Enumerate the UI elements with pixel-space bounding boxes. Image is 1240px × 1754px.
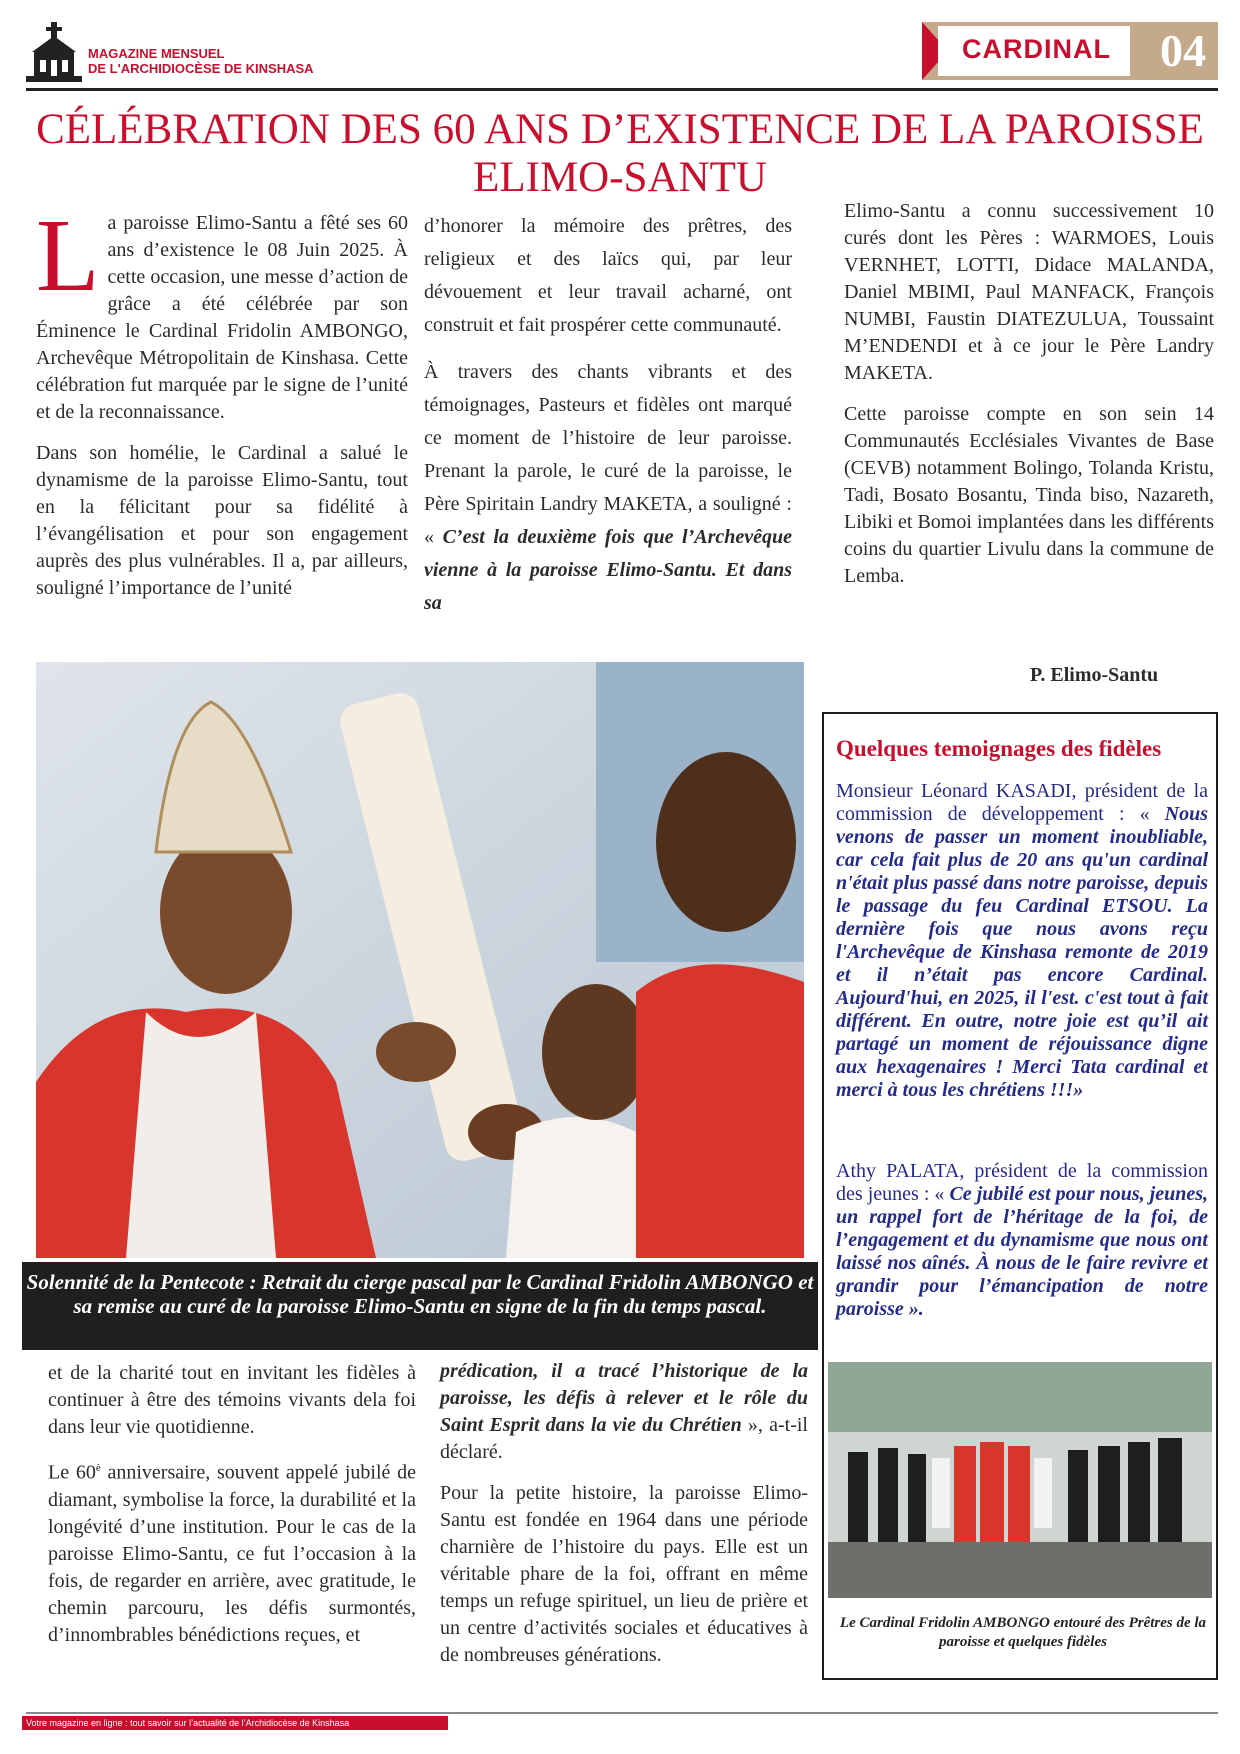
drop-cap: L (36, 198, 100, 313)
jubilee-text-b: anniversaire, souvent appelé jubilé de diamant, symbolise la force, la durabilité et la longévité d’une institution. Pour le cas de la paroisse Elimo-Santu, ce fut l’occasion à la fois, de regarder en arrière, avec gratitude, le chemin parcouru, les défis surmontés, d’innombrables bénédictions reçues, et (48, 1461, 416, 1646)
paragraph-jubilee (48, 1455, 416, 1649)
magazine-name (88, 46, 314, 76)
testimony-palata-intro: Athy PALATA, président de la commission des jeunes : « (836, 1160, 1208, 1205)
footer-rule (26, 1712, 1218, 1714)
column-2 (424, 210, 792, 634)
testimonies-title: Quelques temoignages des fidèles (836, 736, 1162, 761)
header-rule (26, 88, 1218, 91)
article-signature: P. Elimo-Santu (1030, 664, 1159, 686)
paragraph-intro (36, 198, 408, 426)
group-photo-caption: Le Cardinal Fridolin AMBONGO entouré des Prêtres de la paroisse et quelques fidèles (839, 1615, 1207, 1650)
section-label: CARDINAL (962, 34, 1111, 64)
testimony-palata (836, 1160, 1208, 1321)
jubilee-text-a: Le 60 (48, 1461, 96, 1484)
paragraph-testimonies (424, 356, 792, 620)
main-photo (36, 662, 804, 1258)
column-3 (844, 198, 1214, 604)
preaching-end: », a-t-il déclaré. (440, 1414, 808, 1463)
footer-tagline: Votre magazine en ligne : tout savoir sur l’actualité de l’Archidiocèse de Kinshasa (22, 1716, 448, 1730)
cathedral-logo-icon (26, 22, 82, 84)
magazine-line-2: DE L'ARCHIDIOCÈSE DE KINSHASA (88, 61, 314, 76)
magazine-line-1: MAGAZINE MENSUEL (88, 46, 225, 61)
paragraph-cures: Elimo-Santu a connu successivement 10 curés dont les Pères : WARMOES, Louis VERNHET, LOTTI, Didace MALANDA, Daniel MBIMI, Paul MANFACK, François NUMBI, Faustin DIATEZULUA, Toussaint M’ENDENDI et à ce jour le Père Landry MAKETA. (844, 200, 1214, 384)
column-1 (36, 198, 408, 616)
testimony-kasadi (836, 780, 1208, 1102)
lower-column-1 (48, 1360, 416, 1663)
group-photo (828, 1362, 1212, 1598)
testimony-palata-quote: Ce jubilé est pour nous, jeunes, un rappel fort de l’héritage de la foi, de l’engagement et du dynamisme que nous ont laissé nos aînés. À nous de le faire revivre et grandir pour l’émancipation de notre paroisse ». (836, 1183, 1209, 1320)
paragraph-charity: et de la charité tout en invitant les fidèles à continuer à être des témoins vivants dela foi dans leur vie quotidienne. (48, 1362, 416, 1438)
paragraph-history: Pour la petite histoire, la paroisse Elimo-Santu est fondée en 1964 dans une période charnière de l’histoire du pays. Elle est un véritable phare de la foi, offrant en même temps un refuge spirituel, un lieu de prière et un centre d’activités sociales et éducatives à de nombreuses générations. (440, 1482, 808, 1666)
intro-text: a paroisse Elimo-Santu a fêté ses 60 ans d’existence le 08 Juin 2025. À cette occasion, une messe d’action de grâce a été célébrée par son Éminence le Cardinal Fridolin AMBONGO, Archevêque Métropolitain de Kinshasa. Cette célébration fut marquée par le signe de l’unité et de la reconnaissance. (36, 212, 408, 423)
lower-column-2 (440, 1358, 808, 1683)
page-number: 04 (1160, 25, 1206, 76)
article-title: CÉLÉBRATION DES 60 ANS D’EXISTENCE DE LA PAROISSE ELIMO-SANTU (36, 106, 1204, 201)
testimony-kasadi-quote: Nous venons de passer un moment inoubliable, car cela fait plus de 20 ans qu'un cardinal n'était plus passé dans notre paroisse, depuis le passage du feu Cardinal ETSOU. La dernière fois que nous avons reçu l'Archevêque de Kinshasa remonte de 2019 et il n’était pas encore Cardinal. Aujourd'hui, en 2025, il l'est. c'est tout à fait différent. En outre, notre joie est qu’il ait partagé un moment de réjouissance digne aux hexagenaires ! Merci Tata cardinal et merci à tous les chrétiens !!!» (836, 803, 1209, 1101)
paragraph-cevb: Cette paroisse compte en son sein 14 Communautés Ecclésiales Vivantes de Base (CEVB) notamment Bolingo, Tolanda Kristu, Tadi, Bosato Bosantu, Tinda biso, Nazareth, Libiki et Bomoi implantées dans les différents coins du quartier Livulu dans la commune de Lemba. (844, 403, 1214, 587)
preaching-quote: prédication, il a tracé l’historique de la paroisse, les défis à relever et le rôle du Saint Esprit dans la vie du Chrétien (440, 1360, 808, 1436)
ceremony-photo-image (36, 662, 804, 1258)
testimonies-text: À travers des chants vibrants et des témoignages, Pasteurs et fidèles ont marqué ce moment de l’histoire de leur paroisse. Prenant la parole, le curé de la paroisse, le Père Spiritain Landry MAKETA, a souligné : « (424, 361, 792, 548)
paragraph-preaching (440, 1358, 808, 1466)
paragraph-homily: Dans son homélie, le Cardinal a salué le dynamisme de la paroisse Elimo-Santu, tout en la félicitant pour sa fidélité à l’évangélisation et pour son engagement auprès des plus vulnérables. Il a, par ailleurs, souligné l’importance de l’unité (36, 442, 408, 599)
testimonies-box (822, 712, 1218, 1680)
jubilee-sup: è (95, 1462, 101, 1474)
priest-quote: C’est la deuxième fois que l’Archevêque vienne à la paroisse Elimo-Santu. Et dans sa (424, 526, 792, 614)
section-tab (922, 22, 1218, 80)
main-photo-caption: Solennité de la Pentecote : Retrait du cierge pascal par le Cardinal Fridolin AMBONGO et sa remise au curé de la paroisse Elimo-Santu en signe de la fin du temps pascal. (22, 1262, 818, 1350)
paragraph-memory: d’honorer la mémoire des prêtres, des religieux et des laïcs qui, par leur dévouement et leur travail acharné, ont construit et fait prospérer cette communauté. (424, 215, 792, 336)
testimony-kasadi-intro: Monsieur Léonard KASADI, président de la commission de développement : « (836, 780, 1208, 825)
group-photo-image (828, 1362, 1212, 1598)
